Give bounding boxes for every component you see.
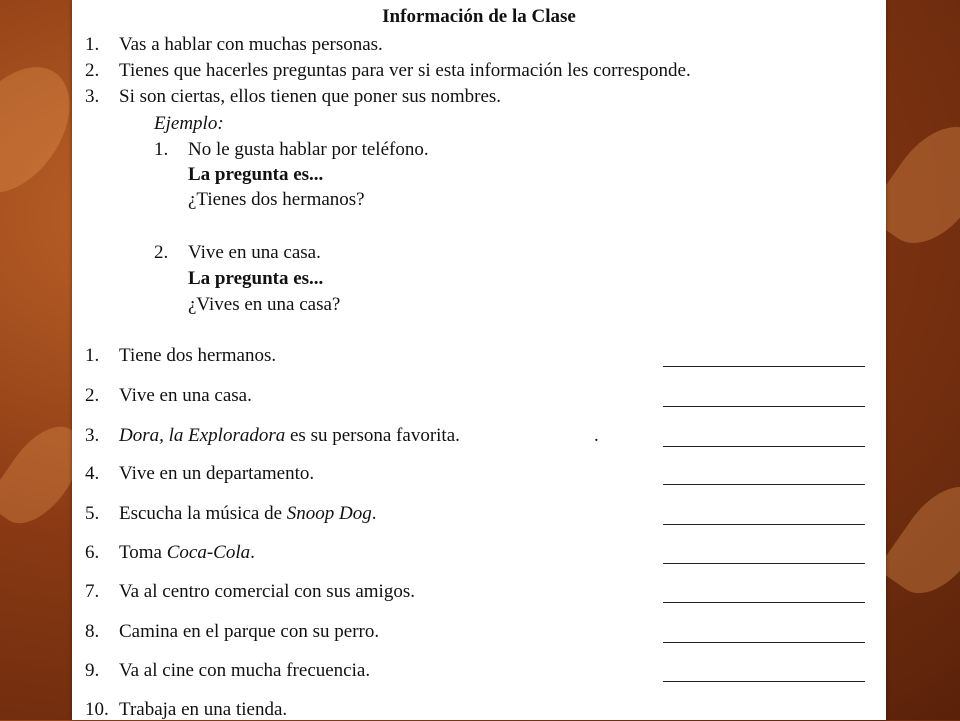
- item-number: 7.: [85, 581, 100, 602]
- worksheet-page: [72, 0, 886, 720]
- item-text: [119, 463, 314, 485]
- signature-blank[interactable]: [663, 446, 865, 447]
- signature-blank[interactable]: [663, 406, 865, 407]
- signature-blank[interactable]: [663, 602, 865, 603]
- item-text-part: Tiene dos hermanos.: [119, 345, 277, 366]
- item-text: [119, 542, 255, 564]
- example-statement: Vive en una casa.: [188, 242, 321, 263]
- item-number: 5.: [85, 503, 100, 524]
- item-text-part: Va al cine con mucha frecuencia.: [119, 660, 371, 681]
- item-number: 6.: [85, 542, 100, 563]
- item-text-part: Snoop Dog: [286, 503, 372, 524]
- question-label: La pregunta es...: [188, 164, 324, 185]
- example-statement: No le gusta hablar por teléfono.: [188, 139, 429, 160]
- item-text-part: .: [371, 503, 377, 524]
- instruction-text: Tienes que hacerles preguntas para ver si esta información les corresponde.: [119, 60, 691, 81]
- instruction-number: 1.: [85, 34, 100, 55]
- item-text: [119, 581, 415, 603]
- instruction-text: Si son ciertas, ellos tienen que poner sus nombres.: [119, 86, 502, 107]
- item-text-part: Escucha la música de: [119, 503, 287, 524]
- item-text-part: Vive en un departamento.: [119, 463, 315, 484]
- instruction-text: Vas a hablar con muchas personas.: [119, 34, 383, 55]
- item-number: 8.: [85, 621, 100, 642]
- page-title: Información de la Clase: [382, 6, 576, 27]
- item-number: 3.: [85, 425, 100, 446]
- item-text-part: Vive en una casa.: [119, 385, 252, 406]
- item-text-part: Coca-Cola: [166, 542, 251, 563]
- item-text: [119, 660, 370, 682]
- instruction-number: 2.: [85, 60, 100, 81]
- item-number: 9.: [85, 660, 100, 681]
- example-question: ¿Tienes dos hermanos?: [188, 189, 365, 210]
- item-text: [119, 385, 252, 407]
- item-text: [119, 621, 379, 643]
- example-question: ¿Vives en una casa?: [188, 294, 341, 315]
- item-text-part: es su persona favorita.: [285, 425, 460, 446]
- background-leaf: [877, 471, 960, 609]
- item-text-part: Trabaja en una tienda.: [119, 699, 288, 720]
- item-text-part: Dora, la Exploradora: [119, 425, 286, 446]
- item-text-part: .: [250, 542, 255, 563]
- item-text: [119, 699, 287, 721]
- example-label: Ejemplo:: [154, 113, 224, 134]
- item-number: 10.: [85, 699, 109, 720]
- instruction-number: 3.: [85, 86, 100, 107]
- signature-blank[interactable]: [663, 366, 865, 367]
- signature-blank[interactable]: [663, 524, 865, 525]
- question-label: La pregunta es...: [188, 268, 324, 289]
- signature-blank[interactable]: [663, 642, 865, 643]
- example-number: 2.: [154, 242, 169, 263]
- item-text: [119, 425, 460, 447]
- item-text-part: Camina en el parque con su perro.: [119, 621, 380, 642]
- item-number: 4.: [85, 463, 100, 484]
- item-text-part: Toma: [119, 542, 167, 563]
- item-text: [119, 345, 276, 367]
- item-number: 1.: [85, 345, 100, 366]
- item-text: [119, 503, 377, 525]
- item-text-part: Va al centro comercial con sus amigos.: [119, 581, 415, 602]
- example-number: 1.: [154, 139, 169, 160]
- stray-dot: .: [594, 425, 599, 446]
- item-number: 2.: [85, 385, 100, 406]
- signature-blank[interactable]: [663, 484, 865, 485]
- signature-blank[interactable]: [663, 681, 865, 682]
- signature-blank[interactable]: [663, 563, 865, 564]
